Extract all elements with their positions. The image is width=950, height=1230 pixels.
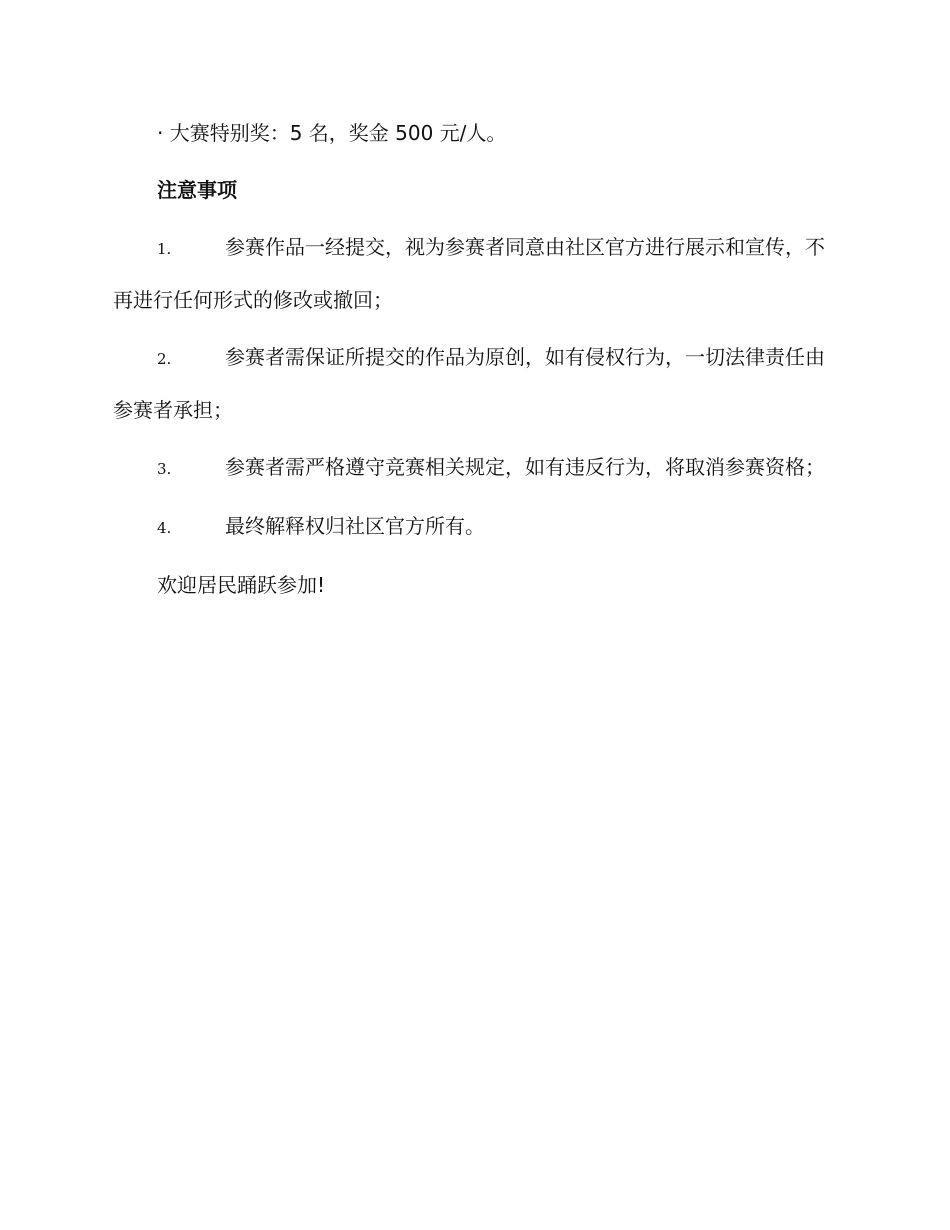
list-item <box>113 332 835 436</box>
list-item-text: 参赛作品一经提交，视为参赛者同意由社区官方进行展示和宣传，不再进行任何形式的修改或撤回； <box>113 235 825 312</box>
list-item-number: 2. <box>157 350 172 368</box>
list-item <box>113 442 835 495</box>
closing-line: 欢迎居民踊跃参加! <box>157 573 326 597</box>
special-award-line: · 大赛特别奖：5 名，奖金 500 元/人。 <box>157 121 507 145</box>
list-item-number: 1. <box>157 240 172 258</box>
list-item <box>113 222 835 326</box>
document-body <box>113 108 835 611</box>
notes-heading: 注意事项 <box>157 178 237 202</box>
list-item <box>113 501 835 554</box>
list-item-text: 参赛者需严格遵守竞赛相关规定，如有违反行为，将取消参赛资格； <box>225 455 825 479</box>
list-item-number: 3. <box>157 460 172 478</box>
list-item-text: 参赛者需保证所提交的作品为原创，如有侵权行为，一切法律责任由参赛者承担； <box>113 345 825 422</box>
list-item-text: 最终解释权归社区官方所有。 <box>225 514 485 538</box>
list-item-number: 4. <box>157 519 172 537</box>
